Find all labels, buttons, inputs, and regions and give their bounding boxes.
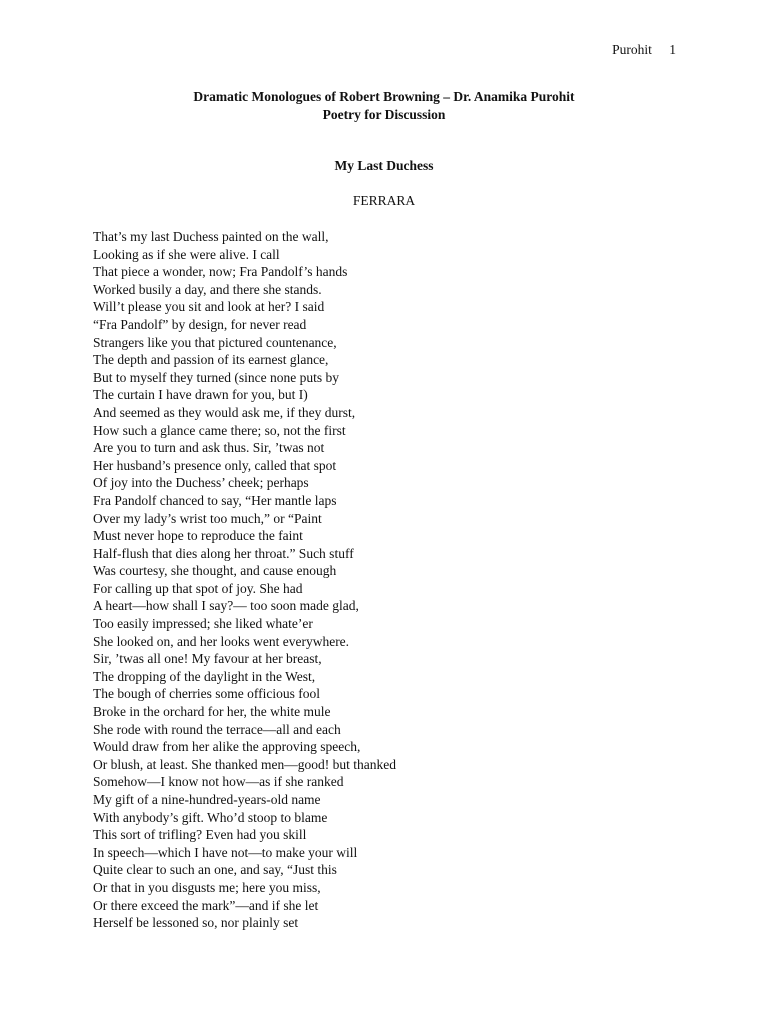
poem-line: Herself be lessoned so, nor plainly set bbox=[93, 915, 299, 931]
poem-line: Or that in you disgusts me; here you miss, bbox=[93, 879, 321, 895]
poem-line: A heart—how shall I say?— too soon made glad, bbox=[93, 598, 359, 614]
poem-line: Of joy into the Duchess’ cheek; perhaps bbox=[93, 475, 309, 491]
poem-line: Half-flush that dies along her throat.” Such stuff bbox=[93, 545, 354, 561]
poem-line: That’s my last Duchess painted on the wall, bbox=[93, 229, 329, 244]
header-author: Purohit bbox=[612, 42, 652, 57]
poem-line: Worked busily a day, and there she stands. bbox=[93, 281, 322, 297]
poem-line: Broke in the orchard for her, the white mule bbox=[93, 704, 331, 720]
poem-line: She rode with round the terrace—all and each bbox=[93, 721, 341, 737]
poem-line: For calling up that spot of joy. She had bbox=[93, 580, 303, 596]
poem-line: Are you to turn and ask thus. Sir, ’twas not bbox=[93, 440, 325, 456]
poem-line: Somehow—I know not how—as if she ranked bbox=[93, 774, 344, 790]
poem-line: That piece a wonder, now; Fra Pandolf’s hands bbox=[93, 264, 348, 280]
poem-line: The depth and passion of its earnest glance, bbox=[93, 352, 329, 368]
poem-line: Or blush, at least. She thanked men—good! but thanked bbox=[93, 756, 396, 772]
poem-line: In speech—which I have not—to make your will bbox=[93, 844, 358, 860]
poem-line: Would draw from her alike the approving speech, bbox=[93, 739, 361, 755]
poem-subtitle: FERRARA bbox=[352, 193, 416, 208]
poem-line: The bough of cherries some officious fool bbox=[93, 686, 320, 702]
poem-line: Too easily impressed; she liked whate’er bbox=[93, 616, 313, 632]
poem-line: Sir, ’twas all one! My favour at her breast, bbox=[93, 651, 322, 667]
poem-line: The dropping of the daylight in the West, bbox=[93, 668, 316, 684]
poem-line: And seemed as they would ask me, if they durst, bbox=[93, 404, 356, 420]
poem-body bbox=[93, 228, 693, 932]
poem-line: Over my lady’s wrist too much,” or “Paint bbox=[93, 510, 322, 526]
document-title bbox=[0, 88, 768, 124]
poem-title: My Last Duchess bbox=[334, 158, 434, 173]
poem-line: Or there exceed the mark”—and if she let bbox=[93, 897, 319, 913]
poem-line: Must never hope to reproduce the faint bbox=[93, 528, 303, 544]
poem-line: With anybody’s gift. Who’d stoop to blame bbox=[93, 809, 328, 825]
page-number: 1 bbox=[669, 42, 676, 57]
document-title-line-2: Poetry for Discussion bbox=[322, 107, 446, 122]
poem-line: Quite clear to such an one, and say, “Just this bbox=[93, 862, 337, 878]
poem-line: Was courtesy, she thought, and cause enough bbox=[93, 563, 337, 579]
poem-line: How such a glance came there; so, not the first bbox=[93, 422, 346, 438]
running-header bbox=[612, 42, 676, 58]
poem-line: “Fra Pandolf” by design, for never read bbox=[93, 316, 307, 332]
poem-line: This sort of trifling? Even had you skill bbox=[93, 827, 307, 843]
poem-line: My gift of a nine-hundred-years-old name bbox=[93, 792, 321, 807]
poem-line: Looking as if she were alive. I call bbox=[93, 246, 280, 262]
poem-line: She looked on, and her looks went everywhere. bbox=[93, 633, 350, 649]
poem-line: Strangers like you that pictured countenance, bbox=[93, 334, 337, 350]
poem-line: But to myself they turned (since none puts by bbox=[93, 369, 339, 385]
poem-line: Her husband’s presence only, called that spot bbox=[93, 457, 337, 473]
document-title-line-1: Dramatic Monologues of Robert Browning – Dr. Anamika Purohit bbox=[193, 89, 575, 104]
poem-line: Will’t please you sit and look at her? I said bbox=[93, 299, 325, 315]
poem-line: The curtain I have drawn for you, but I) bbox=[93, 387, 308, 403]
poem-line: Fra Pandolf chanced to say, “Her mantle laps bbox=[93, 492, 337, 508]
